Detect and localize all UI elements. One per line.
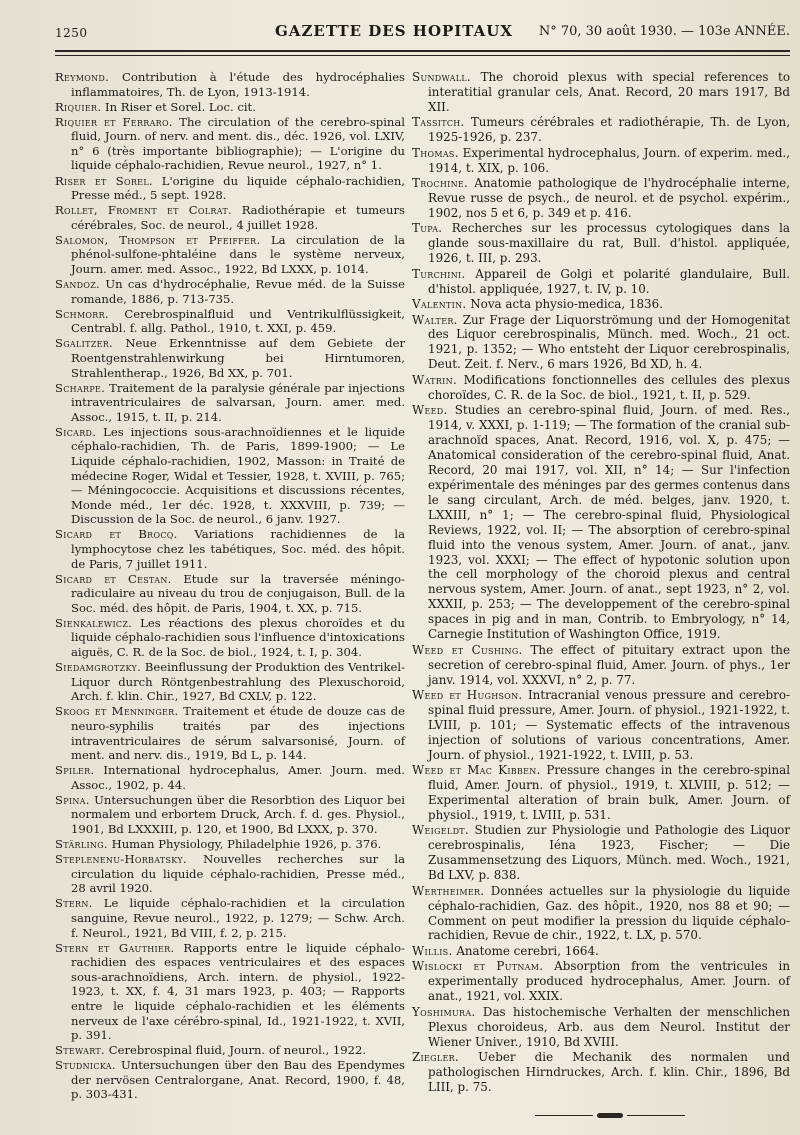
entry-author: Skoog et Menninger. bbox=[55, 704, 179, 719]
bibliography-entry bbox=[55, 115, 405, 173]
entry-author: Sgalitzer. bbox=[55, 336, 114, 351]
bibliography-entry bbox=[55, 704, 405, 762]
entry-reference: Studies an cerebro-spinal fluid, Journ. of med. Res., 1914, v. XXXI, p. 1-119; — The formation of the cranial sub-arachnoïd spaces, Anat. Record, 1916, vol. X, p. 475; — Anatomical consideration of the cerebro-spinal fluid, Anat. Record, 20 mai 1917, vol. XII, n° 14; — Sur l'infection expérimentale des méninges par des germes contenus dans le sang circulant, Arch. de méd. belges, janv. 1920, t. LXXIII, n° 1; — The cerebro-spinal fluid, Physiological Reviews, 1922, vol. II; — The absorption of cerebro-spinal fluid into the venous system, Amer. Journ. of anat., janv. 1923, vol. XXXI; — The effect of hypotonic solution upon the cell morphology of the choroid plexus and central nervous system, Amer. Journ. of anat., sept 1923, n° 2, vol. XXXII, p. 253; — The developpement of the cerebro-spinal spaces in pig and in man, Contrib. to Embryology, n° 14, Carnegie Institution of Washington Office, 1919. bbox=[428, 403, 791, 642]
bibliography-entry bbox=[412, 221, 790, 266]
entry-author: Sicard et Cestan. bbox=[55, 571, 172, 586]
entry-reference: Rapports entre le liquide céphalo-rachidien des espaces ventriculaires et des espaces sous-arachnoïdiens, Arch. intern. de physiol., 1922-1923, t. XX, f. 4, 31 mars 1923, p. 403; — Rapports entre le liquide céphalo-rachidien et les éléments nerveux de l'axe cérébro-spinal, Id., 1921-1922, t. XVII, p. 391. bbox=[71, 940, 406, 1043]
entry-reference: La circulation de la phénol-sulfone-phtaléine dans le système nerveux, Journ. amer. med. Assoc., 1922, Bd LXXX, p. 1014. bbox=[71, 232, 405, 277]
entry-reference: Untersuchungen über die Resorbtion des Liquor bei normalem und erbortem Druck, Arch. f. d. ges. Physiol., 1901, Bd LXXXIII, p. 120, et 1900, Bd LXXX, p. 370. bbox=[71, 792, 406, 836]
bibliography-entry bbox=[412, 944, 790, 959]
entry-author: Thomas. bbox=[412, 145, 459, 160]
entry-author: Riquier et Ferraro. bbox=[55, 114, 173, 129]
entry-reference: Das histochemische Verhalten der menschlichen Plexus choroideus, Arb. aus dem Neurol. Institut der Wiener Univer., 1910, Bd XVIII. bbox=[428, 1004, 791, 1049]
entry-author: Riquier. bbox=[55, 99, 102, 114]
running-header bbox=[55, 22, 790, 44]
entry-reference: Nouvelles recherches sur la circulation du liquide céphalo-rachidien, Presse méd., 28 avril 1920. bbox=[71, 852, 405, 896]
bibliography-entry bbox=[55, 233, 405, 277]
entry-author: Weed et Hughson. bbox=[412, 687, 523, 702]
entry-author: Weed et Cushing. bbox=[412, 642, 523, 657]
bibliography-entry bbox=[412, 823, 790, 883]
entry-reference: Untersuchungen über den Bau des Ependymes der nervösen Centralorgane, Anat. Record, 1900, f. 48, p. 303-431. bbox=[71, 1058, 405, 1102]
entry-reference: Neue Erkenntnisse auf dem Gebiete der Roentgenstrahlenwirkung bei Hirntumoren, Strahlentherap., 1926, Bd XX, p. 701. bbox=[71, 336, 406, 380]
bibliography-entry bbox=[412, 70, 790, 115]
entry-reference: International hydrocephalus, Amer. Journ. med. Assoc., 1902, p. 44. bbox=[71, 763, 405, 792]
entry-author: Stern et Gauthier. bbox=[55, 940, 175, 955]
entry-reference: Contribution à l'étude des hydrocéphalies inflammatoires, Th. de Lyon, 1913-1914. bbox=[71, 70, 406, 99]
bibliography-entry bbox=[412, 763, 790, 823]
bibliography-entry bbox=[55, 941, 405, 1043]
entry-reference: The choroid plexus with special references to interatitial granular cels, Anat. Record, 20 mars 1917, Bd XII. bbox=[428, 70, 790, 114]
entry-reference: Etude sur la traversée méningo-radiculaire au niveau du trou de conjugaison, Bull. de la Soc. méd. des hôpit. de Paris, 1904, t. XX, p. 715. bbox=[71, 571, 406, 615]
entry-reference: L'origine du liquide céphalo-rachidien, Presse méd., 5 sept. 1928. bbox=[71, 173, 405, 203]
entry-author: Trochine. bbox=[412, 176, 469, 191]
bibliography-entry bbox=[412, 115, 790, 145]
end-ornament bbox=[535, 1111, 685, 1119]
entry-reference: In Riser et Sorel. Loc. cit. bbox=[105, 99, 256, 114]
entry-author: Riser et Sorel. bbox=[55, 173, 153, 188]
entry-author: Wislocki et Putnam. bbox=[412, 959, 544, 974]
bibliography-entry bbox=[55, 763, 405, 792]
entry-reference: Pressure changes in the cerebro-spinal fluid, Amer. Journ. of physiol., 1919, t. XLVIII, p. 512; — Experimental alteration of brain bulk, Amer. Journ. of physiol., 1919, t. LVIII, p. 531. bbox=[428, 763, 790, 822]
bibliography-entry bbox=[55, 174, 405, 203]
right-column bbox=[412, 70, 790, 1095]
ornament-line-right bbox=[627, 1115, 685, 1116]
entry-author: Weed. bbox=[412, 403, 448, 418]
entry-reference: Un cas d'hydrocéphalie, Revue méd. de la Suisse romande, 1886, p. 713-735. bbox=[71, 277, 405, 306]
page-number: 1250 bbox=[55, 26, 88, 40]
bibliography-entry bbox=[55, 1043, 405, 1058]
entry-author: Sienkalewicz. bbox=[55, 615, 133, 630]
bibliography-entry bbox=[412, 403, 790, 642]
entry-reference: Traitement et étude de douze cas de neuro-syphilis traités par des injections intraventriculaires de sérum salvarsonisé, Journ. of ment. and nerv. dis., 1919, Bd L, p. 144. bbox=[71, 704, 405, 763]
entry-reference: Cerebrospinalfluid und Ventrikulflüssigkeit, Centrabl. f. allg. Pathol., 1910, t. XXI, p. 459. bbox=[71, 306, 405, 336]
entry-author: Tupa. bbox=[412, 221, 443, 236]
entry-author: Reymond. bbox=[55, 70, 110, 84]
entry-author: Turchini. bbox=[412, 266, 466, 281]
issue-info: N° 70, 30 août 1930. — 103e ANNÉE. bbox=[538, 24, 790, 39]
entry-author: Stewart. bbox=[55, 1043, 106, 1058]
entry-author: Schmorr. bbox=[55, 306, 109, 321]
bibliography-entry bbox=[412, 373, 790, 403]
bibliography-entry bbox=[412, 643, 790, 688]
entry-reference: Recherches sur les processus cytologiques dans la glande sous-maxillaire du rat, Bull. d'histol. appliquée, 1926, t. III, p. 293. bbox=[428, 221, 790, 266]
entry-reference: Anatome cerebri, 1664. bbox=[456, 943, 599, 958]
bibliography-entry bbox=[55, 793, 405, 837]
entry-reference: Appareil de Golgi et polarité glandulaire, Bull. d'histol. appliquée, 1927, t. IV, p. 10. bbox=[428, 266, 790, 296]
entry-author: Salomon, Thompson et Pfeiffer. bbox=[55, 232, 261, 247]
entry-reference: Studien zur Physiologie und Pathologie des Liquor cerebrospinalis, Iéna 1923, Fischer; — Die Zusammensetzung des Liquors, Münch. med. Woch., 1921, Bd LXV, p. 838. bbox=[428, 823, 790, 883]
entry-reference: Données actuelles sur la physiologie du liquide céphalo-rachidien, Gaz. des hôpit., 1920, nos 88 et 90; — Comment on peut modifier la pression du liquide céphalo-rachidien, Revue de chir., 1922, t. LX, p. 570. bbox=[428, 883, 790, 943]
bibliography-entry bbox=[55, 852, 405, 896]
entry-author: Yoshimura. bbox=[412, 1004, 476, 1019]
entry-author: Stern. bbox=[55, 896, 93, 911]
entry-author: Willis. bbox=[412, 943, 453, 958]
entry-reference: Variations rachidiennes de la lymphocytose chez les tabétiques, Soc. méd. des hôpit. de Paris, 7 juillet 1911. bbox=[71, 527, 406, 571]
bibliography-entry bbox=[412, 176, 790, 221]
entry-reference: The circulation of the cerebro-spinal fluid, Journ. of nerv. and ment. dis., déc. 1926, vol. LXIV, n° 6 (très importante bibliographie); — L'origine du liquide céphalo-rachidien, Revue neurol., 1927, n° 1. bbox=[71, 114, 406, 173]
entry-author: Watrin. bbox=[412, 372, 457, 387]
entry-reference: Les réactions des plexus choroïdes et du liquide céphalo-rachidien sous l'influence d'intoxications aiguës, C. R. de la Soc. de biol., 1924, t. I, p. 304. bbox=[71, 615, 406, 660]
entry-reference: Le liquide céphalo-rachidien et la circulation sanguine, Revue neurol., 1922, p. 1279; — Schw. Arch. f. Neurol., 1921, Bd VIII, f. 2, p. 215. bbox=[71, 896, 406, 940]
bibliography-entry bbox=[55, 336, 405, 380]
bibliography-entry bbox=[55, 70, 405, 99]
entry-author: Steplenenu-Horbatsky. bbox=[55, 852, 187, 867]
entry-author: Ziegler. bbox=[412, 1049, 460, 1064]
bibliography-entry bbox=[412, 688, 790, 763]
bibliography-entry bbox=[412, 1050, 790, 1095]
bibliography-entry bbox=[412, 267, 790, 297]
entry-author: Weed et Mac Kibben. bbox=[412, 763, 541, 778]
bibliography-entry bbox=[55, 100, 405, 115]
entry-reference: Traitement de la paralysie générale par injections intraventriculaires de salvarsan, Journ. amer. med. Assoc., 1915, t. II, p. 214. bbox=[71, 380, 406, 424]
entry-reference: Cerebrospinal fluid, Journ. of neurol., 1922. bbox=[108, 1043, 367, 1058]
entry-author: Sicard. bbox=[55, 424, 97, 439]
entry-reference: Human Physiology, Philadelphie 1926, p. 376. bbox=[111, 837, 382, 852]
entry-author: Sundwall. bbox=[412, 70, 472, 84]
bibliography-entry bbox=[55, 616, 405, 660]
entry-author: Walter. bbox=[412, 312, 458, 327]
bibliography-entry bbox=[412, 959, 790, 1004]
bibliography-entry bbox=[412, 297, 790, 312]
entry-author: Valentin. bbox=[412, 297, 467, 312]
bibliography-entry bbox=[55, 1058, 405, 1102]
bibliography-entry bbox=[55, 307, 405, 336]
entry-reference: Modifications fonctionnelles des cellules des plexus choroïdes, C. R. de la Soc. de biol., 1921, t. II, p. 529. bbox=[428, 372, 790, 402]
bibliography-entry bbox=[55, 381, 405, 425]
entry-reference: Anatomie pathologique de l'hydrocéphalie interne, Revue russe de psych., de neurol. et de psychol. expérim., 1902, nos 5 et 6, p. 349 et p. 416. bbox=[428, 176, 790, 220]
bibliography-entry bbox=[55, 425, 405, 527]
header-rule-thin bbox=[55, 55, 790, 56]
entry-author: Tassitch. bbox=[412, 115, 465, 130]
entry-reference: Absorption from the ventricules in experimentally produced hydrocephalus, Amer. Journ. of anat., 1921, vol. XXIX. bbox=[428, 959, 790, 1004]
entry-author: Rollet, Froment et Colrat. bbox=[55, 203, 232, 218]
journal-title: GAZETTE DES HOPITAUX bbox=[275, 22, 514, 40]
entry-author: Spina. bbox=[55, 792, 90, 807]
entry-reference: Zur Frage der Liquorströmung und der Homogenitat des Liquor cerebrospinalis, Münch. med. Woch., 21 oct. 1921, p. 1352; — Who entsteht der Liquor cerebrospinalis, Deut. Zeit. f. Nerv., 6 mars 1926, Bd XD, h. 4. bbox=[428, 312, 790, 372]
entry-author: Studnicka. bbox=[55, 1058, 116, 1073]
bibliography-entry bbox=[55, 660, 405, 704]
entry-reference: Ueber die Mechanik des normalen und pathologischen Hirndruckes, Arch. f. klin. Chir., 1896, Bd LIII, p. 75. bbox=[428, 1049, 790, 1094]
entry-author: Wertheimer. bbox=[412, 883, 485, 898]
entry-author: Siedamgrotzky. bbox=[55, 660, 142, 675]
entry-reference: Les injections sous-arachnoïdiennes et le liquide céphalo-rachidien, Th. de Paris, 1899-1900; — Le Liquide céphalo-rachidien, 1902, Masson: in Traité de médecine Roger, Widal et Tessier, 1928, t. XVIII, p. 765; — Méningococcie. Acquisitions et discussions récentes, Monde méd., 1er déc. 1928, t. XXXVIII, p. 739; — Discussion de la Soc. de neurol., 6 janv. 1927. bbox=[71, 424, 405, 527]
bibliography-entry bbox=[55, 572, 405, 616]
bibliography-entry bbox=[55, 837, 405, 852]
entry-reference: Beeinflussung der Produktion des Ventrikel-Liquor durch Röntgenbestrahlung des Plexuschoroid, Arch. f. klin. Chir., 1927, Bd CXLV, p. 122. bbox=[71, 660, 406, 704]
header-rule-thick bbox=[55, 50, 790, 52]
ornament-center bbox=[597, 1113, 623, 1118]
bibliography-entry bbox=[55, 896, 405, 940]
entry-author: Scharpe. bbox=[55, 380, 106, 395]
entry-reference: Radiothérapie et tumeurs cérébrales, Soc. de neurol., 4 juillet 1928. bbox=[71, 203, 405, 232]
entry-author: Spiler. bbox=[55, 763, 95, 778]
entry-reference: Experimental hydrocephalus, Journ. of experim. med., 1914, t. XIX, p. 106. bbox=[428, 145, 790, 175]
entry-reference: The effect of pituitary extract upon the secretion of cerebro-spinal fluid, Amer. Journ. of phys., 1er janv. 1914, vol. XXXVI, n° 2, p. 77. bbox=[428, 642, 790, 687]
bibliography-entry bbox=[412, 313, 790, 373]
entry-reference: Tumeurs cérébrales et radiothérapie, Th. de Lyon, 1925-1926, p. 237. bbox=[428, 115, 790, 145]
bibliography-entry bbox=[412, 1005, 790, 1050]
ornament-line-left bbox=[535, 1115, 593, 1116]
bibliography-entry bbox=[412, 884, 790, 944]
bibliography-entry bbox=[55, 203, 405, 232]
entry-reference: Nova acta physio-medica, 1836. bbox=[470, 297, 663, 312]
left-column bbox=[55, 70, 405, 1102]
bibliography-entry bbox=[55, 527, 405, 571]
entry-author: Sicard et Brocq. bbox=[55, 527, 178, 542]
bibliography-entry bbox=[55, 277, 405, 306]
entry-author: Stärling. bbox=[55, 837, 108, 852]
bibliography-entry bbox=[412, 146, 790, 176]
entry-author: Sandoz. bbox=[55, 277, 101, 292]
entry-author: Weigeldt. bbox=[412, 823, 469, 838]
entry-reference: Intracranial venous pressure and cerebro-spinal fluid pressure, Amer. Journ. of physiol., 1921-1922, t. LVIII, p. 101; — Systematic effects of the intravenous injection of solutions of various concentrations, Amer. Journ. of physiol., 1921-1922, t. LVIII, p. 53. bbox=[428, 687, 791, 762]
